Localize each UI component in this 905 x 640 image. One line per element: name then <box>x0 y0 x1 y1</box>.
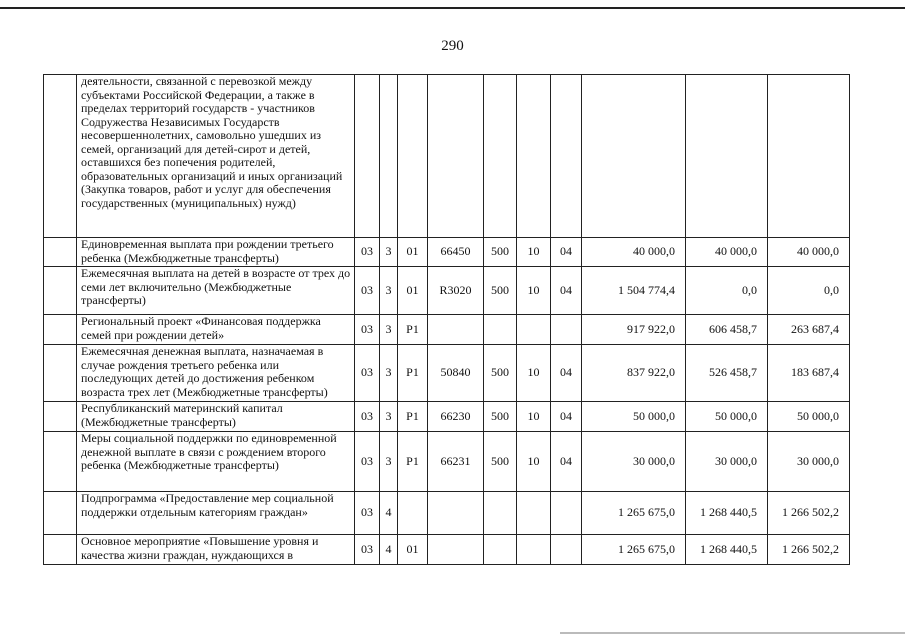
table-row <box>44 238 850 267</box>
section-code-cell <box>517 75 551 238</box>
direction-code-cell: 66450 <box>428 238 484 267</box>
row-name-cell: Ежемесячная денежная выплата, назначаемая в случае рождения третьего ребенка или последующих детей до достижения ребенком возраста трех лет (Межбюджетные трансферты) <box>77 345 355 402</box>
section-code-cell: 10 <box>517 432 551 492</box>
amount-year-1-cell: 1 265 675,0 <box>582 535 686 565</box>
row-name-cell: деятельности, связанной с перевозкой между субъектами Российской Федерации, а также в пределах территорий государств - участников Содружества Независимых Государств несовершеннолетних, самовольно ушедших из семей, организаций для детей-сирот и детей, оставшихся без попечения родителей, образовательных организаций и иных организаций (Закупка товаров, работ и услуг для обеспечения государственных (муниципальных) нужд) <box>77 75 355 238</box>
table-row <box>44 75 850 238</box>
amount-year-2-cell: 40 000,0 <box>686 238 768 267</box>
section-code-cell: 10 <box>517 267 551 315</box>
amount-year-3-cell: 0,0 <box>768 267 850 315</box>
table-row <box>44 492 850 535</box>
direction-code-cell: 66231 <box>428 432 484 492</box>
event-code-cell <box>398 492 428 535</box>
row-number-cell <box>44 75 77 238</box>
scan-top-border <box>0 7 905 9</box>
event-code-cell: 01 <box>398 238 428 267</box>
table-row <box>44 267 850 315</box>
amount-year-1-cell <box>582 75 686 238</box>
expense-type-cell: 500 <box>484 432 517 492</box>
subprogram-code-cell <box>380 75 398 238</box>
section-code-cell <box>517 535 551 565</box>
section-code-cell: 10 <box>517 345 551 402</box>
direction-code-cell: R3020 <box>428 267 484 315</box>
expense-type-cell: 500 <box>484 238 517 267</box>
amount-year-3-cell: 1 266 502,2 <box>768 492 850 535</box>
program-code-cell: 03 <box>355 238 380 267</box>
expense-type-cell <box>484 535 517 565</box>
expense-type-cell <box>484 75 517 238</box>
row-number-cell <box>44 432 77 492</box>
program-code-cell <box>355 75 380 238</box>
amount-year-3-cell: 30 000,0 <box>768 432 850 492</box>
row-name-cell: Единовременная выплата при рождении третьего ребенка (Межбюджетные трансферты) <box>77 238 355 267</box>
subprogram-code-cell: 4 <box>380 492 398 535</box>
program-code-cell: 03 <box>355 492 380 535</box>
row-name-cell: Меры социальной поддержки по единовременной денежной выплате в связи с рождением второго ребенка (Межбюджетные трансферты) <box>77 432 355 492</box>
scan-bottom-edge <box>560 632 905 634</box>
amount-year-2-cell: 606 458,7 <box>686 315 768 345</box>
amount-year-3-cell: 263 687,4 <box>768 315 850 345</box>
section-code-cell: 10 <box>517 238 551 267</box>
subprogram-code-cell: 4 <box>380 535 398 565</box>
subsection-code-cell: 04 <box>551 267 582 315</box>
amount-year-2-cell: 0,0 <box>686 267 768 315</box>
row-number-cell <box>44 402 77 432</box>
subsection-code-cell: 04 <box>551 432 582 492</box>
amount-year-3-cell <box>768 75 850 238</box>
subsection-code-cell: 04 <box>551 402 582 432</box>
event-code-cell: P1 <box>398 345 428 402</box>
event-code-cell: 01 <box>398 535 428 565</box>
program-code-cell: 03 <box>355 345 380 402</box>
subprogram-code-cell: 3 <box>380 315 398 345</box>
row-name-cell: Региональный проект «Финансовая поддержка семей при рождении детей» <box>77 315 355 345</box>
event-code-cell: P1 <box>398 402 428 432</box>
amount-year-2-cell: 1 268 440,5 <box>686 535 768 565</box>
section-code-cell <box>517 492 551 535</box>
program-code-cell: 03 <box>355 315 380 345</box>
row-number-cell <box>44 238 77 267</box>
amount-year-2-cell: 50 000,0 <box>686 402 768 432</box>
subprogram-code-cell: 3 <box>380 345 398 402</box>
direction-code-cell: 66230 <box>428 402 484 432</box>
row-name-cell: Ежемесячная выплата на детей в возрасте от трех до семи лет включительно (Межбюджетные трансферты) <box>77 267 355 315</box>
section-code-cell <box>517 315 551 345</box>
amount-year-1-cell: 1 504 774,4 <box>582 267 686 315</box>
budget-table <box>43 74 850 565</box>
amount-year-3-cell: 50 000,0 <box>768 402 850 432</box>
row-number-cell <box>44 267 77 315</box>
event-code-cell: 01 <box>398 267 428 315</box>
section-code-cell: 10 <box>517 402 551 432</box>
amount-year-1-cell: 40 000,0 <box>582 238 686 267</box>
subsection-code-cell <box>551 492 582 535</box>
subprogram-code-cell: 3 <box>380 402 398 432</box>
row-name-cell: Основное мероприятие «Повышение уровня и качества жизни граждан, нуждающихся в <box>77 535 355 565</box>
event-code-cell <box>398 75 428 238</box>
expense-type-cell: 500 <box>484 267 517 315</box>
table-row <box>44 432 850 492</box>
subsection-code-cell: 04 <box>551 238 582 267</box>
row-name-cell: Республиканский материнский капитал (Межбюджетные трансферты) <box>77 402 355 432</box>
expense-type-cell: 500 <box>484 345 517 402</box>
direction-code-cell: 50840 <box>428 345 484 402</box>
amount-year-2-cell <box>686 75 768 238</box>
amount-year-2-cell: 526 458,7 <box>686 345 768 402</box>
subsection-code-cell <box>551 75 582 238</box>
program-code-cell: 03 <box>355 432 380 492</box>
program-code-cell: 03 <box>355 535 380 565</box>
amount-year-3-cell: 40 000,0 <box>768 238 850 267</box>
table-row <box>44 402 850 432</box>
row-number-cell <box>44 535 77 565</box>
amount-year-2-cell: 30 000,0 <box>686 432 768 492</box>
subsection-code-cell <box>551 535 582 565</box>
row-number-cell <box>44 315 77 345</box>
expense-type-cell <box>484 492 517 535</box>
row-number-cell <box>44 492 77 535</box>
program-code-cell: 03 <box>355 267 380 315</box>
amount-year-1-cell: 50 000,0 <box>582 402 686 432</box>
direction-code-cell <box>428 315 484 345</box>
amount-year-1-cell: 30 000,0 <box>582 432 686 492</box>
direction-code-cell <box>428 492 484 535</box>
table-row <box>44 535 850 565</box>
subprogram-code-cell: 3 <box>380 267 398 315</box>
event-code-cell: P1 <box>398 432 428 492</box>
page-number: 290 <box>441 38 464 54</box>
amount-year-3-cell: 183 687,4 <box>768 345 850 402</box>
table-row <box>44 315 850 345</box>
direction-code-cell <box>428 535 484 565</box>
expense-type-cell: 500 <box>484 402 517 432</box>
amount-year-1-cell: 1 265 675,0 <box>582 492 686 535</box>
amount-year-1-cell: 917 922,0 <box>582 315 686 345</box>
amount-year-3-cell: 1 266 502,2 <box>768 535 850 565</box>
expense-type-cell <box>484 315 517 345</box>
subsection-code-cell: 04 <box>551 345 582 402</box>
event-code-cell: P1 <box>398 315 428 345</box>
table-row <box>44 345 850 402</box>
direction-code-cell <box>428 75 484 238</box>
subprogram-code-cell: 3 <box>380 432 398 492</box>
subprogram-code-cell: 3 <box>380 238 398 267</box>
program-code-cell: 03 <box>355 402 380 432</box>
amount-year-2-cell: 1 268 440,5 <box>686 492 768 535</box>
amount-year-1-cell: 837 922,0 <box>582 345 686 402</box>
row-number-cell <box>44 345 77 402</box>
subsection-code-cell <box>551 315 582 345</box>
row-name-cell: Подпрограмма «Предоставление мер социальной поддержки отдельным категориям граждан» <box>77 492 355 535</box>
